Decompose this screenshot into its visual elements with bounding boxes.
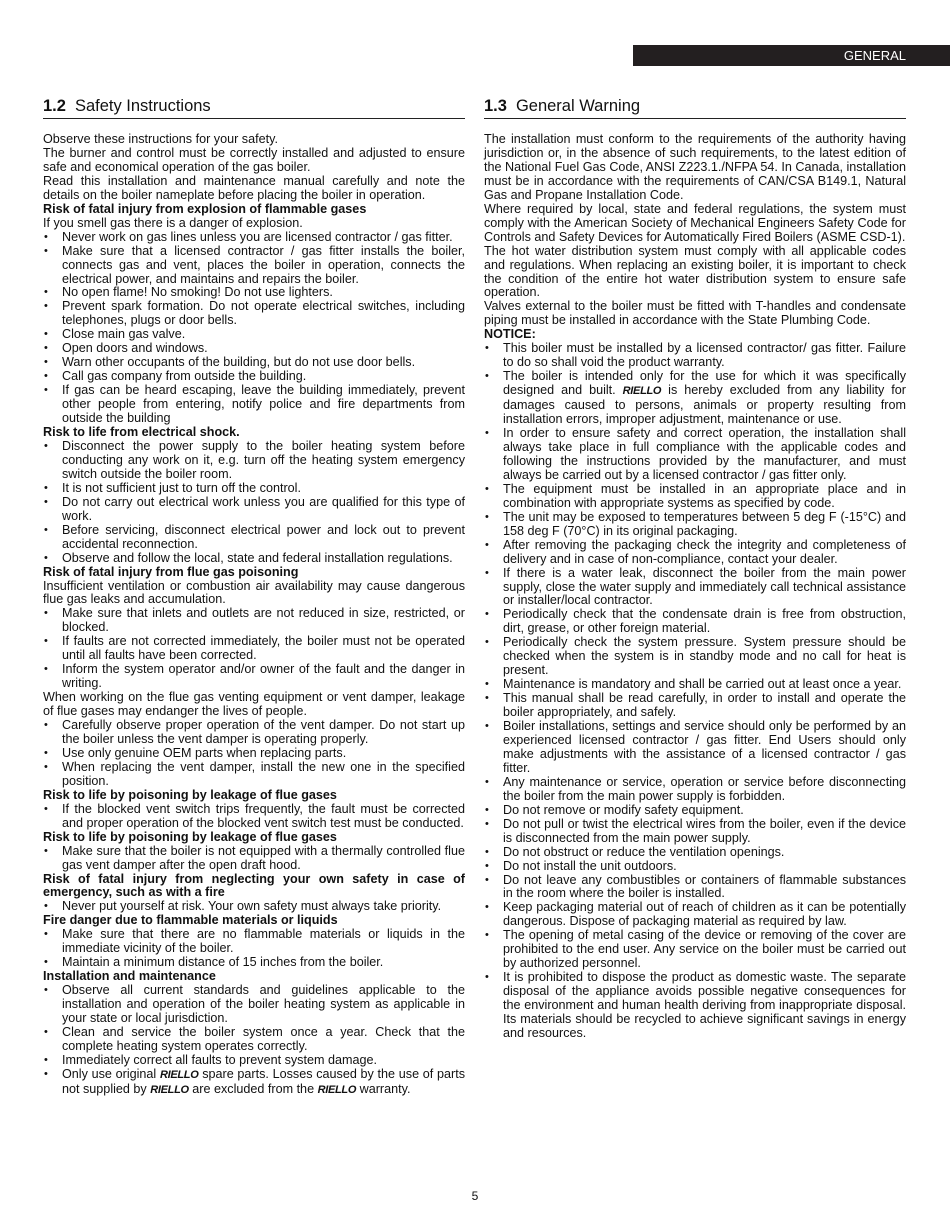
bullet-list xyxy=(43,1068,465,1098)
list-item: • Immediately correct all faults to prevent system damage. xyxy=(43,1054,465,1068)
list-item: • The unit may be exposed to temperatures between 5 deg F (-15°C) and 158 deg F (70°C) in its original packaging. xyxy=(484,511,906,539)
riello-brand-logo: RIELLO xyxy=(622,385,662,398)
list-item: • Make sure that inlets and outlets are not reduced in size, restricted, or blocked. xyxy=(43,607,465,635)
list-item: • Any maintenance or service, operation or service before disconnecting the boiler from the main power supply is forbidden. xyxy=(484,776,906,804)
paragraph: Read this installation and maintenance manual carefully and note the details on the boiler nameplate before placing the boiler in operation. xyxy=(43,173,465,202)
paragraph: Insufficient ventilation or combustion air availability may cause dangerous flue gas leaks and accumulation. xyxy=(43,578,465,607)
list-item: • Warn other occupants of the building, but do not use door bells. xyxy=(43,356,465,370)
section-title: Safety Instructions xyxy=(74,97,211,115)
section-title: General Warning xyxy=(515,97,641,115)
list-item: • Never put yourself at risk. Your own safety must always take priority. xyxy=(43,900,465,914)
bullet-list xyxy=(43,900,465,914)
list-item: • Prevent spark formation. Do not operate electrical switches, including telephones, plugs or door bells. xyxy=(43,300,465,328)
list-item: • This manual shall be read carefully, in order to install and operate the boiler appropriately, and safely. xyxy=(484,692,906,720)
subheading: Risk to life by poisoning by leakage of flue gases xyxy=(43,787,337,802)
text-fragment: are excluded from the xyxy=(188,1081,318,1096)
list-item: • If gas can be heard escaping, leave the building immediately, prevent other people from entering, notify police and fire departments from outside the building xyxy=(43,384,465,426)
riello-brand-logo: RIELLO xyxy=(150,1083,189,1096)
list-item: • If there is a water leak, disconnect the boiler from the main power supply, close the water supply and immediately call technical assistance or installer/local contractor. xyxy=(484,567,906,609)
original-parts-item-wrap xyxy=(43,1068,465,1098)
list-item: • When replacing the vent damper, install the new one in the specified position. xyxy=(43,761,465,789)
riello-brand-logo: RIELLO xyxy=(317,1083,357,1096)
list-item: • Call gas company from outside the building. xyxy=(43,370,465,384)
list-item: • Make sure that the boiler is not equipped with a thermally controlled flue gas vent damper after the open draft hood. xyxy=(43,845,465,873)
subheading: Risk of fatal injury from neglecting your own safety in case of emergency, such as with a fire xyxy=(43,871,465,900)
subheading: Risk of fatal injury from explosion of flammable gases xyxy=(43,201,367,216)
list-item: • No open flame! No smoking! Do not use lighters. xyxy=(43,286,465,300)
paragraph: The installation must conform to the requirements of the authority having jurisdiction or, in the absence of such requirements, to the latest edition of the National Fuel Gas Code, ANSI Z223.1./NFPA 54. In Canada, installation must be in accordance with the requirements of CAN/CSA B149.1, Natural Gas and Propane Installation Code. xyxy=(484,132,906,202)
paragraph: The burner and control must be correctly installed and adjusted to ensure safe and economical operation of the gas boiler. xyxy=(43,145,465,174)
list-item: • If the blocked vent switch trips frequently, the fault must be corrected and proper operation of the blocked vent switch test must be conducted. xyxy=(43,803,465,831)
general-warning-body xyxy=(484,133,906,370)
safety-instructions-body xyxy=(43,133,465,1068)
list-item-liability xyxy=(484,370,906,427)
paragraph: Observe these instructions for your safety. xyxy=(43,132,278,146)
list-item: • Periodically check the system pressure. System pressure should be checked when the system is in standby mode and no call for heat is present. xyxy=(484,636,906,678)
notice-bullet-list xyxy=(484,370,906,427)
text-fragment: is hereby excluded from any liability for damages caused to persons, animals or property resulting from installation errors, improper adjustment, maintenance or use. xyxy=(503,383,906,427)
list-item: • Do not carry out electrical work unless you are qualified for this type of work. xyxy=(43,496,465,524)
list-item: • Do not leave any combustibles or containers of flammable substances in the room where the boiler is installed. xyxy=(484,874,906,902)
list-item: • Make sure that there are no flammable materials or liquids in the immediate vicinity of the boiler. xyxy=(43,928,465,956)
paragraph: When working on the flue gas venting equipment or vent damper, leakage of flue gases may endanger the lives of people. xyxy=(43,690,465,719)
bullet-list xyxy=(43,719,465,789)
list-item: • This boiler must be installed by a licensed contractor/ gas fitter. Failure to do so shall void the product warranty. xyxy=(484,342,906,370)
list-item: • It is prohibited to dispose the product as domestic waste. The separate disposal of the appliance avoids possible negative consequences for the environment and human health deriving from inappropriate disposal. Its materials should be recycled to achieve significant savings in energy and resources. xyxy=(484,971,906,1041)
list-item: • Clean and service the boiler system once a year. Check that the complete heating system operates correctly. xyxy=(43,1026,465,1054)
list-item: • Do not install the unit outdoors. xyxy=(484,860,906,874)
notice-bullet-list xyxy=(484,427,906,1041)
section-number: 1.2 xyxy=(43,97,66,115)
bullet-list xyxy=(43,607,465,691)
text-fragment: spare parts. Losses caused by the use of parts not supplied by xyxy=(62,1066,465,1096)
list-item: • Inform the system operator and/or owner of the fault and the danger in writing. xyxy=(43,663,465,691)
list-item: • If faults are not corrected immediately, the boiler must not be operated until all faults have been corrected. xyxy=(43,635,465,663)
subheading: Risk to life from electrical shock. xyxy=(43,425,240,440)
subheading: Fire danger due to flammable materials or liquids xyxy=(43,913,338,928)
list-item: • Maintain a minimum distance of 15 inches from the boiler. xyxy=(43,956,465,970)
list-item: • Do not obstruct or reduce the ventilation openings. xyxy=(484,846,906,860)
subheading: Risk of fatal injury from flue gas poisoning xyxy=(43,564,299,579)
riello-brand-logo: RIELLO xyxy=(159,1068,199,1081)
list-item: • Disconnect the power supply to the boiler heating system before conducting any work on it, e.g. turn off the heating system emergency switch outside the boiler room. xyxy=(43,440,465,482)
list-item: • Observe all current standards and guidelines applicable to the installation and operation of the boiler heating system as applicable in your state or local jurisdiction. xyxy=(43,984,465,1026)
list-item: • Carefully observe proper operation of the vent damper. Do not start up the boiler unless the vent damper is operating properly. xyxy=(43,719,465,747)
text-fragment: The boiler is intended only for the use for which it was specifically designed and built. xyxy=(503,369,906,398)
list-item: • The equipment must be installed in an appropriate place and in combination with appropriate systems as specified by code. xyxy=(484,483,906,511)
list-item: • Make sure that a licensed contractor / gas fitter installs the boiler, connects gas and vent, places the boiler in operation, connects the electrical power, and maintains and repairs the boiler. xyxy=(43,245,465,287)
text-fragment: warranty. xyxy=(356,1081,411,1096)
bullet-list xyxy=(43,928,465,970)
section-heading-safety xyxy=(43,96,465,119)
section-heading-general-warning xyxy=(484,96,906,119)
list-item: • Close main gas valve. xyxy=(43,328,465,342)
bullet-list xyxy=(43,803,465,831)
general-warning-column xyxy=(484,96,906,1041)
list-item: • Keep packaging material out of reach of children as it can be potentially dangerous. Dispose of packaging material as required by law. xyxy=(484,901,906,929)
list-item: • Observe and follow the local, state and federal installation regulations. xyxy=(43,552,465,566)
bullet-list xyxy=(43,440,465,566)
subheading: Risk to life by poisoning by leakage of flue gases xyxy=(43,829,337,844)
list-item: • It is not sufficient just to turn off the control. xyxy=(43,482,465,496)
paragraph: Where required by local, state and federal regulations, the system must comply with the American Society of Mechanical Engineers Safety Code for Controls and Safety Devices for Automatically Fired Boilers (ASME CSD-1). xyxy=(484,201,906,244)
section-label: GENERAL xyxy=(843,48,906,63)
paragraph: Valves external to the boiler must be fitted with T-handles and condensate piping must be installed in accordance with the State Plumbing Code. xyxy=(484,299,906,328)
notice-list-wrap xyxy=(484,370,906,1041)
list-item: • Before servicing, disconnect electrical power and lock out to prevent accidental reconnection. xyxy=(43,524,465,552)
bullet-list xyxy=(43,845,465,873)
subheading: NOTICE: xyxy=(484,327,536,342)
bullet-list xyxy=(484,342,906,370)
text-fragment: Only use original xyxy=(62,1066,160,1081)
bullet-list xyxy=(43,231,465,426)
list-item-original-parts xyxy=(43,1068,465,1098)
list-item: • Use only genuine OEM parts when replacing parts. xyxy=(43,747,465,761)
bullet-list xyxy=(43,984,465,1068)
section-header-bar xyxy=(633,45,950,66)
list-item: • Maintenance is mandatory and shall be carried out at least once a year. xyxy=(484,678,906,692)
page-number: 5 xyxy=(471,1189,479,1203)
paragraph: The hot water distribution system must comply with all applicable codes and regulations. When replacing an existing boiler, it is important to check the condition of the entire hot water distribution system to ensure safe operation. xyxy=(484,243,906,300)
safety-instructions-column xyxy=(43,96,465,1098)
list-item: • Open doors and windows. xyxy=(43,342,465,356)
list-item: • The opening of metal casing of the device or removing of the cover are prohibited to the end user. Any service on the boiler must be carried out by authorized personnel. xyxy=(484,929,906,971)
list-item: • Boiler installations, settings and service should only be performed by an experienced licensed contractor / gas fitter. End Users should only make adjustments with the assistance of a licensed contractor / gas fitter. xyxy=(484,720,906,776)
list-item: • Do not pull or twist the electrical wires from the boiler, even if the device is disconnected from the main power supply. xyxy=(484,818,906,846)
list-item: • Do not remove or modify safety equipment. xyxy=(484,804,906,818)
paragraph: If you smell gas there is a danger of explosion. xyxy=(43,215,303,230)
list-item: • Never work on gas lines unless you are licensed contractor / gas fitter. xyxy=(43,231,465,245)
section-number: 1.3 xyxy=(484,97,507,115)
subheading: Installation and maintenance xyxy=(43,969,216,984)
list-item: • After removing the packaging check the integrity and completeness of delivery and in case of non-compliance, contact your dealer. xyxy=(484,539,906,567)
list-item: • Periodically check that the condensate drain is free from obstruction, dirt, grease, or other foreign material. xyxy=(484,608,906,636)
list-item: • In order to ensure safety and correct operation, the installation shall always take place in full compliance with the applicable codes and following the instructions provided by the manufacturer, and must always be carried out by a licensed contractor / gas fitter only. xyxy=(484,427,906,483)
